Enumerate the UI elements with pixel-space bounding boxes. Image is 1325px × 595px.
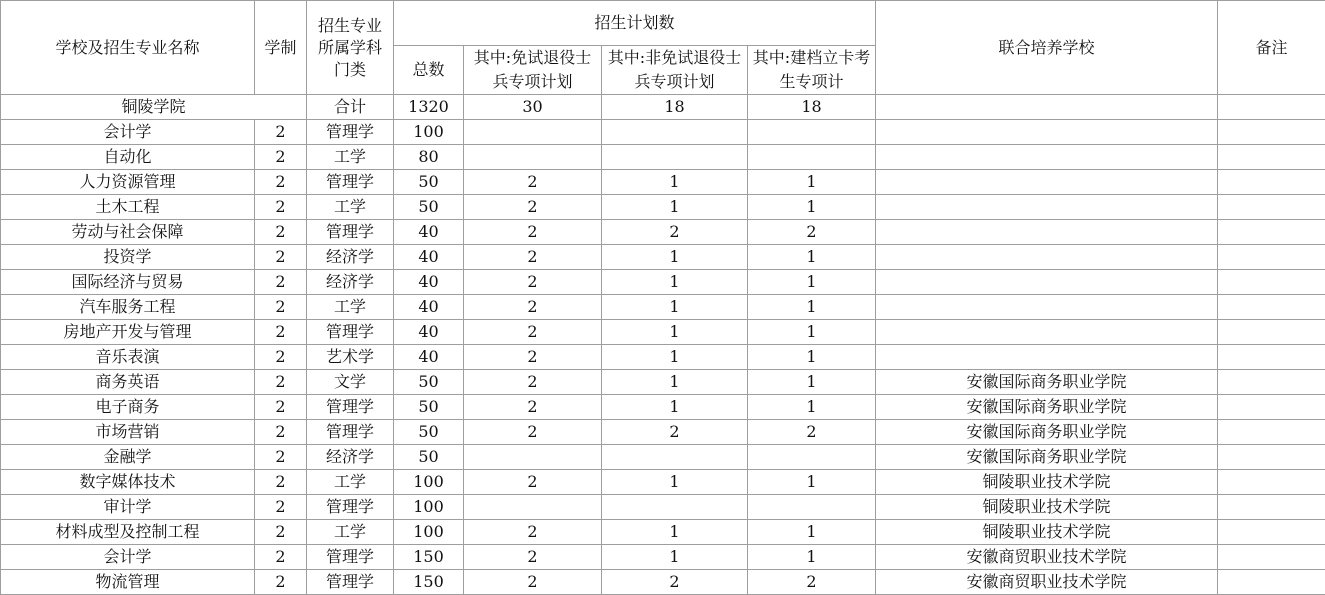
cell-duration: 2 (255, 120, 307, 145)
cell-total: 40 (394, 320, 464, 345)
cell-category: 管理学 (307, 320, 394, 345)
cell-total: 80 (394, 145, 464, 170)
cell-total: 100 (394, 520, 464, 545)
cell-partner (876, 120, 1218, 145)
cell-remark (1218, 195, 1325, 220)
table-row (1, 145, 1325, 170)
cell-remark (1218, 145, 1325, 170)
cell-sub1: 2 (464, 470, 602, 495)
cell-duration: 2 (255, 495, 307, 520)
cell-duration: 2 (255, 570, 307, 595)
cell-category: 艺术学 (307, 345, 394, 370)
cell-partner: 安徽商贸职业技术学院 (876, 570, 1218, 595)
header-row-1 (1, 1, 1325, 46)
cell-duration: 2 (255, 170, 307, 195)
cell-sub1: 2 (464, 195, 602, 220)
cell-duration: 2 (255, 420, 307, 445)
table-row (1, 520, 1325, 545)
cell-remark (1218, 320, 1325, 345)
cell-category: 工学 (307, 145, 394, 170)
cell-sub2: 1 (602, 470, 748, 495)
cell-duration: 2 (255, 545, 307, 570)
cell-partner (876, 145, 1218, 170)
cell-sub3 (748, 120, 876, 145)
summary-sub2: 18 (602, 95, 748, 120)
cell-sub1 (464, 145, 602, 170)
cell-duration: 2 (255, 395, 307, 420)
cell-sub2 (602, 495, 748, 520)
cell-partner: 安徽国际商务职业学院 (876, 370, 1218, 395)
cell-partner (876, 295, 1218, 320)
table-row (1, 495, 1325, 520)
cell-partner: 安徽国际商务职业学院 (876, 395, 1218, 420)
cell-sub1: 2 (464, 520, 602, 545)
cell-sub2: 2 (602, 220, 748, 245)
cell-name: 电子商务 (1, 395, 255, 420)
cell-remark (1218, 370, 1325, 395)
cell-partner: 铜陵职业技术学院 (876, 520, 1218, 545)
cell-partner: 铜陵职业技术学院 (876, 495, 1218, 520)
cell-sub1: 2 (464, 395, 602, 420)
cell-total: 40 (394, 270, 464, 295)
cell-sub1 (464, 445, 602, 470)
cell-total: 50 (394, 170, 464, 195)
cell-sub2: 1 (602, 520, 748, 545)
cell-category: 管理学 (307, 170, 394, 195)
summary-sub1: 30 (464, 95, 602, 120)
summary-remark (1218, 95, 1325, 120)
cell-total: 50 (394, 195, 464, 220)
cell-remark (1218, 445, 1325, 470)
cell-total: 40 (394, 345, 464, 370)
summary-sub3: 18 (748, 95, 876, 120)
cell-category: 工学 (307, 470, 394, 495)
cell-name: 商务英语 (1, 370, 255, 395)
cell-partner (876, 195, 1218, 220)
cell-remark (1218, 420, 1325, 445)
summary-row (1, 95, 1325, 120)
cell-remark (1218, 245, 1325, 270)
cell-total: 40 (394, 295, 464, 320)
header-duration: 学制 (255, 1, 307, 95)
cell-total: 150 (394, 570, 464, 595)
cell-sub1: 2 (464, 570, 602, 595)
cell-total: 150 (394, 545, 464, 570)
cell-remark (1218, 295, 1325, 320)
cell-name: 材料成型及控制工程 (1, 520, 255, 545)
cell-sub2: 1 (602, 345, 748, 370)
cell-category: 管理学 (307, 120, 394, 145)
cell-partner: 安徽国际商务职业学院 (876, 445, 1218, 470)
cell-sub3 (748, 145, 876, 170)
table-row (1, 270, 1325, 295)
cell-sub3: 1 (748, 245, 876, 270)
cell-category: 管理学 (307, 570, 394, 595)
cell-remark (1218, 270, 1325, 295)
header-total: 总数 (394, 46, 464, 95)
cell-total: 50 (394, 370, 464, 395)
cell-remark (1218, 570, 1325, 595)
cell-sub1: 2 (464, 545, 602, 570)
cell-sub3: 2 (748, 220, 876, 245)
cell-sub3: 1 (748, 345, 876, 370)
cell-sub1: 2 (464, 270, 602, 295)
cell-total: 40 (394, 245, 464, 270)
header-partner: 联合培养学校 (876, 1, 1218, 95)
cell-name: 自动化 (1, 145, 255, 170)
cell-category: 工学 (307, 520, 394, 545)
table-row (1, 120, 1325, 145)
header-sub2: 其中:非免试退役士兵专项计划 (602, 46, 748, 95)
cell-duration: 2 (255, 520, 307, 545)
cell-sub2 (602, 120, 748, 145)
cell-duration: 2 (255, 345, 307, 370)
table-row (1, 320, 1325, 345)
cell-sub3: 1 (748, 545, 876, 570)
cell-duration: 2 (255, 195, 307, 220)
cell-category: 工学 (307, 295, 394, 320)
cell-duration: 2 (255, 445, 307, 470)
cell-name: 人力资源管理 (1, 170, 255, 195)
table-row (1, 170, 1325, 195)
cell-category: 工学 (307, 195, 394, 220)
cell-remark (1218, 170, 1325, 195)
cell-sub2 (602, 445, 748, 470)
cell-sub2: 1 (602, 320, 748, 345)
cell-duration: 2 (255, 295, 307, 320)
table-row (1, 295, 1325, 320)
cell-name: 音乐表演 (1, 345, 255, 370)
cell-remark (1218, 470, 1325, 495)
cell-sub1: 2 (464, 220, 602, 245)
cell-sub1: 2 (464, 295, 602, 320)
cell-remark (1218, 345, 1325, 370)
cell-duration: 2 (255, 270, 307, 295)
cell-sub2: 2 (602, 570, 748, 595)
header-category: 招生专业所属学科门类 (307, 1, 394, 95)
cell-duration: 2 (255, 145, 307, 170)
cell-total: 100 (394, 120, 464, 145)
cell-name: 会计学 (1, 120, 255, 145)
cell-total: 40 (394, 220, 464, 245)
cell-category: 管理学 (307, 220, 394, 245)
summary-school: 铜陵学院 (1, 95, 307, 120)
cell-partner: 安徽国际商务职业学院 (876, 420, 1218, 445)
cell-name: 会计学 (1, 545, 255, 570)
table-row (1, 245, 1325, 270)
cell-sub1: 2 (464, 320, 602, 345)
cell-sub2: 1 (602, 370, 748, 395)
cell-category: 经济学 (307, 245, 394, 270)
cell-sub2: 1 (602, 170, 748, 195)
cell-sub3 (748, 495, 876, 520)
cell-sub3: 1 (748, 295, 876, 320)
cell-name: 国际经济与贸易 (1, 270, 255, 295)
cell-sub1 (464, 495, 602, 520)
cell-remark (1218, 220, 1325, 245)
summary-partner (876, 95, 1218, 120)
cell-duration: 2 (255, 245, 307, 270)
cell-sub2: 1 (602, 270, 748, 295)
cell-partner (876, 220, 1218, 245)
cell-sub2: 2 (602, 420, 748, 445)
cell-sub3 (748, 445, 876, 470)
cell-category: 经济学 (307, 445, 394, 470)
cell-sub3: 1 (748, 470, 876, 495)
cell-partner (876, 170, 1218, 195)
cell-partner: 铜陵职业技术学院 (876, 470, 1218, 495)
cell-partner (876, 245, 1218, 270)
table-row (1, 470, 1325, 495)
table-row (1, 395, 1325, 420)
cell-partner: 安徽商贸职业技术学院 (876, 545, 1218, 570)
cell-name: 劳动与社会保障 (1, 220, 255, 245)
cell-category: 经济学 (307, 270, 394, 295)
summary-category: 合计 (307, 95, 394, 120)
cell-sub1: 2 (464, 370, 602, 395)
cell-category: 管理学 (307, 395, 394, 420)
cell-sub3: 1 (748, 195, 876, 220)
table-row (1, 420, 1325, 445)
cell-name: 审计学 (1, 495, 255, 520)
table-row (1, 545, 1325, 570)
cell-partner (876, 270, 1218, 295)
cell-sub3: 1 (748, 320, 876, 345)
cell-sub2: 1 (602, 295, 748, 320)
cell-total: 100 (394, 495, 464, 520)
cell-sub3: 1 (748, 370, 876, 395)
cell-remark (1218, 120, 1325, 145)
header-sub1: 其中:免试退役士兵专项计划 (464, 46, 602, 95)
table-row (1, 220, 1325, 245)
cell-sub3: 2 (748, 570, 876, 595)
table-row (1, 345, 1325, 370)
header-school-major: 学校及招生专业名称 (1, 1, 255, 95)
cell-partner (876, 320, 1218, 345)
cell-sub3: 2 (748, 420, 876, 445)
cell-sub3: 1 (748, 170, 876, 195)
cell-sub2 (602, 145, 748, 170)
table-row (1, 370, 1325, 395)
header-remark: 备注 (1218, 1, 1325, 95)
cell-sub1: 2 (464, 420, 602, 445)
cell-sub2: 1 (602, 195, 748, 220)
cell-category: 管理学 (307, 495, 394, 520)
cell-category: 文学 (307, 370, 394, 395)
header-plan: 招生计划数 (394, 1, 876, 46)
table-row (1, 195, 1325, 220)
cell-category: 管理学 (307, 420, 394, 445)
cell-sub1 (464, 120, 602, 145)
cell-name: 数字媒体技术 (1, 470, 255, 495)
summary-total: 1320 (394, 95, 464, 120)
cell-duration: 2 (255, 470, 307, 495)
table-row (1, 570, 1325, 595)
cell-total: 100 (394, 470, 464, 495)
cell-total: 50 (394, 445, 464, 470)
cell-sub1: 2 (464, 170, 602, 195)
cell-sub3: 1 (748, 270, 876, 295)
cell-remark (1218, 495, 1325, 520)
cell-name: 市场营销 (1, 420, 255, 445)
cell-name: 投资学 (1, 245, 255, 270)
cell-remark (1218, 545, 1325, 570)
cell-sub3: 1 (748, 520, 876, 545)
cell-name: 土木工程 (1, 195, 255, 220)
cell-duration: 2 (255, 370, 307, 395)
cell-name: 物流管理 (1, 570, 255, 595)
cell-category: 管理学 (307, 545, 394, 570)
cell-sub2: 1 (602, 395, 748, 420)
cell-name: 房地产开发与管理 (1, 320, 255, 345)
cell-total: 50 (394, 420, 464, 445)
cell-duration: 2 (255, 220, 307, 245)
cell-sub3: 1 (748, 395, 876, 420)
cell-name: 汽车服务工程 (1, 295, 255, 320)
cell-sub2: 1 (602, 245, 748, 270)
cell-total: 50 (394, 395, 464, 420)
cell-partner (876, 345, 1218, 370)
table-row (1, 445, 1325, 470)
cell-name: 金融学 (1, 445, 255, 470)
cell-remark (1218, 395, 1325, 420)
cell-remark (1218, 520, 1325, 545)
cell-sub1: 2 (464, 345, 602, 370)
cell-duration: 2 (255, 320, 307, 345)
header-sub3: 其中:建档立卡考生专项计 (748, 46, 876, 95)
cell-sub2: 1 (602, 545, 748, 570)
cell-sub1: 2 (464, 245, 602, 270)
